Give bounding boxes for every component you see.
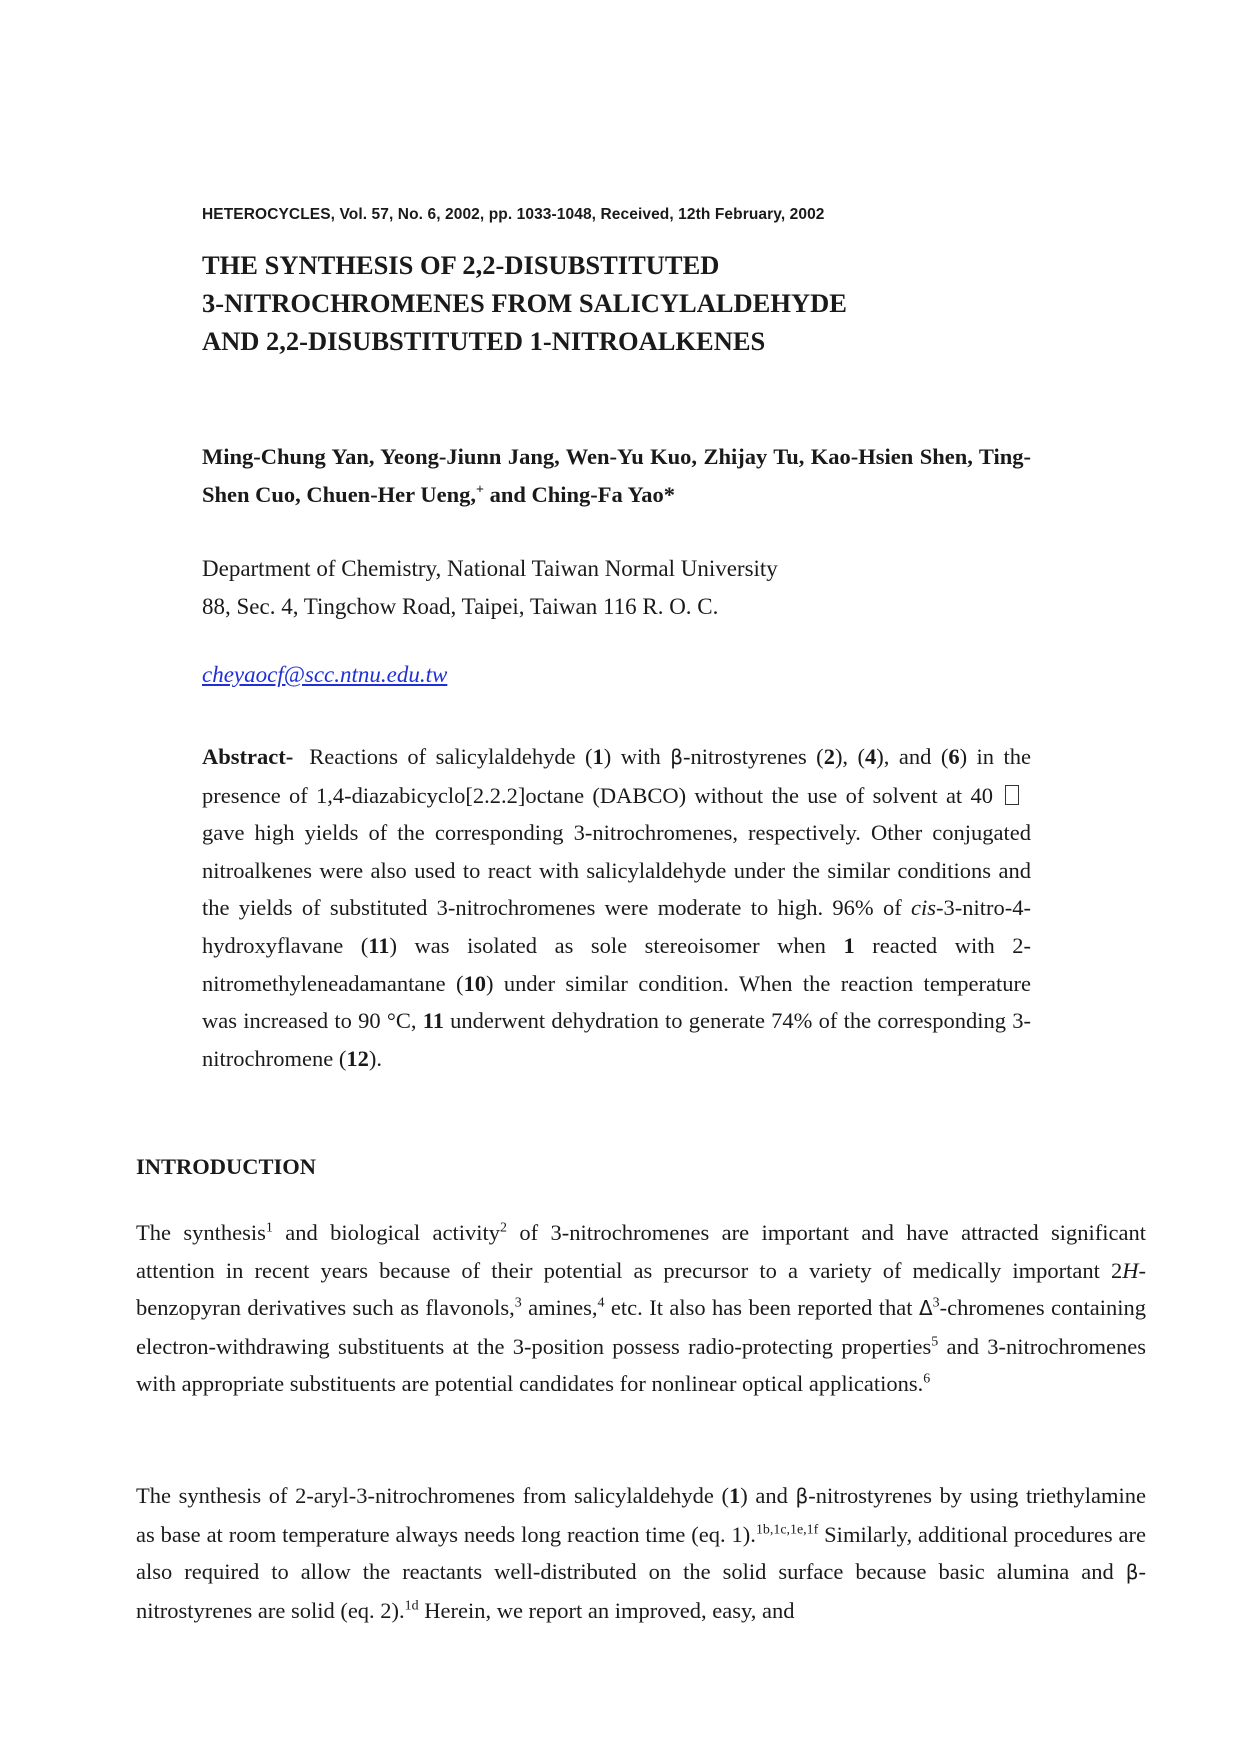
author-footnote-mark: + bbox=[476, 482, 484, 498]
abstract-text: ), ( bbox=[834, 744, 866, 769]
journal-citation: HETEROCYCLES, Vol. 57, No. 6, 2002, pp. 1033-1048, Received, 12th February, 2002 bbox=[202, 206, 825, 223]
body-text: Herein, we report an improved, easy, and bbox=[418, 1597, 795, 1623]
affiliation-line-2: 88, Sec. 4, Tingchow Road, Taipei, Taiwan 116 R. O. C. bbox=[202, 594, 719, 619]
authors-text: Ming-Chung Yan, Yeong-Jiunn Jang, Wen-Yu Kuo, Zhijay Tu, Kao-Hsien Shen, Ting-Shen Cuo, Chuen-Her Ueng, bbox=[202, 444, 1031, 507]
body-text: -chromenes containing electron-withdrawing substituents at the 3-position possess radio-protecting properties bbox=[136, 1295, 1146, 1359]
compound-ref: 11 bbox=[368, 932, 390, 958]
email-link[interactable]: cheyaocf@scc.ntnu.edu.tw bbox=[202, 662, 448, 687]
citation-sup: 6 bbox=[923, 1371, 931, 1387]
body-text: The synthesis bbox=[136, 1220, 266, 1245]
compound-ref: 2 bbox=[823, 744, 835, 769]
title-line-3: AND 2,2-DISUBSTITUTED 1-NITROALKENES bbox=[202, 326, 766, 356]
body-text: and 3-nitrochromenes with appropriate substituents are potential candidates for nonlinear optical applications. bbox=[136, 1333, 1146, 1397]
abstract-text: gave high yields of the corresponding 3-nitrochromenes, respectively. Other conjugated nitroalkenes were also used to react with salicylaldehyde under the similar conditions and the yields of substituted 3-nitrochromenes were moderate to high. 96% of bbox=[202, 820, 1031, 921]
abstract-text: ) was isolated as sole stereoisomer when bbox=[389, 932, 844, 958]
beta-symbol: β bbox=[795, 1484, 809, 1508]
abstract-text: Reactions of salicylaldehyde ( bbox=[309, 744, 593, 769]
citation-sup: 1b,1c,1e,1f bbox=[755, 1522, 819, 1538]
beta-symbol: β bbox=[670, 745, 683, 769]
compound-ref: 11 bbox=[422, 1008, 444, 1034]
body-text: -nitrostyrenes are solid (eq. 2). bbox=[136, 1559, 1146, 1623]
compound-ref: 6 bbox=[948, 744, 960, 769]
author-list bbox=[202, 438, 1031, 514]
compound-ref: 1 bbox=[843, 932, 855, 958]
abstract-text: ) under similar condition. When the reaction temperature was increased to 90 °C, bbox=[202, 970, 1031, 1034]
citation-sup: 3 bbox=[932, 1295, 940, 1311]
abstract-text: ), and ( bbox=[876, 744, 949, 769]
affiliation bbox=[202, 550, 778, 626]
abstract-label: Abstract- bbox=[202, 744, 294, 769]
compound-ref: 4 bbox=[865, 744, 877, 769]
body-text: and biological activity bbox=[272, 1220, 501, 1245]
abstract-text: ) with bbox=[603, 744, 671, 769]
missing-glyph-box bbox=[1005, 785, 1019, 805]
citation-sup: 4 bbox=[597, 1295, 605, 1311]
body-text: The synthesis of 2-aryl-3-nitrochromenes from salicylaldehyde ( bbox=[136, 1483, 729, 1508]
citation-sup: 3 bbox=[514, 1295, 522, 1311]
abstract-text: reacted with 2-nitromethyleneadamantane ( bbox=[202, 932, 1031, 996]
section-heading-introduction: INTRODUCTION bbox=[136, 1154, 317, 1179]
compound-ref: 1 bbox=[729, 1483, 741, 1508]
abstract-text: -nitrostyrenes ( bbox=[683, 744, 824, 769]
body-text: etc. It also has been reported that bbox=[604, 1295, 919, 1321]
intro-paragraph-1 bbox=[136, 1214, 1146, 1403]
abstract-text: -3-nitro-4-hydroxyflavane ( bbox=[202, 895, 1031, 958]
compound-ref: 10 bbox=[463, 970, 486, 996]
citation-sup: 1 bbox=[265, 1220, 273, 1236]
title-line-1: THE SYNTHESIS OF 2,2-DISUBSTITUTED bbox=[202, 250, 720, 280]
body-text: -nitrostyrenes by using triethylamine as base at room temperature always needs long reaction time (eq. 1). bbox=[136, 1483, 1147, 1547]
compound-ref: 1 bbox=[592, 744, 604, 769]
abstract-text: underwent dehydration to generate 74% of the corresponding 3-nitrochromene ( bbox=[202, 1008, 1031, 1071]
citation-sup: 2 bbox=[500, 1220, 507, 1236]
delta-symbol: Δ bbox=[918, 1296, 933, 1321]
intro-paragraph-2 bbox=[136, 1477, 1146, 1629]
abstract-text: ). bbox=[368, 1045, 382, 1071]
abstract-text: ) in the presence of 1,4-diazabicyclo[2.2.2]octane (DABCO) without the use of solvent at 40 bbox=[202, 744, 1031, 808]
paper-title bbox=[202, 246, 1102, 360]
abstract bbox=[202, 738, 1031, 1077]
title-line-2: 3-NITROCHROMENES FROM SALICYLALDEHYDE bbox=[202, 288, 847, 318]
beta-symbol: β bbox=[1125, 1560, 1139, 1585]
citation-sup: 5 bbox=[931, 1334, 939, 1350]
body-text: Similarly, additional procedures are also required to allow the reactants well-distributed on the solid surface because basic alumina and bbox=[136, 1521, 1147, 1585]
italic-term: H bbox=[1122, 1257, 1139, 1283]
compound-ref: 12 bbox=[346, 1045, 369, 1071]
citation-sup: 1d bbox=[404, 1598, 419, 1614]
affiliation-line-1: Department of Chemistry, National Taiwan Normal University bbox=[202, 556, 778, 581]
body-text: -benzopyran derivatives such as flavonols, bbox=[136, 1257, 1146, 1321]
body-text: of 3-nitrochromenes are important and have attracted significant attention in recent years because of their potential as precursor to a variety of medically important 2 bbox=[136, 1220, 1146, 1283]
body-text: amines, bbox=[521, 1295, 598, 1321]
italic-term: cis bbox=[911, 895, 937, 921]
authors-text-end: and Ching-Fa Yao* bbox=[483, 482, 676, 507]
body-text: ) and bbox=[740, 1483, 796, 1508]
